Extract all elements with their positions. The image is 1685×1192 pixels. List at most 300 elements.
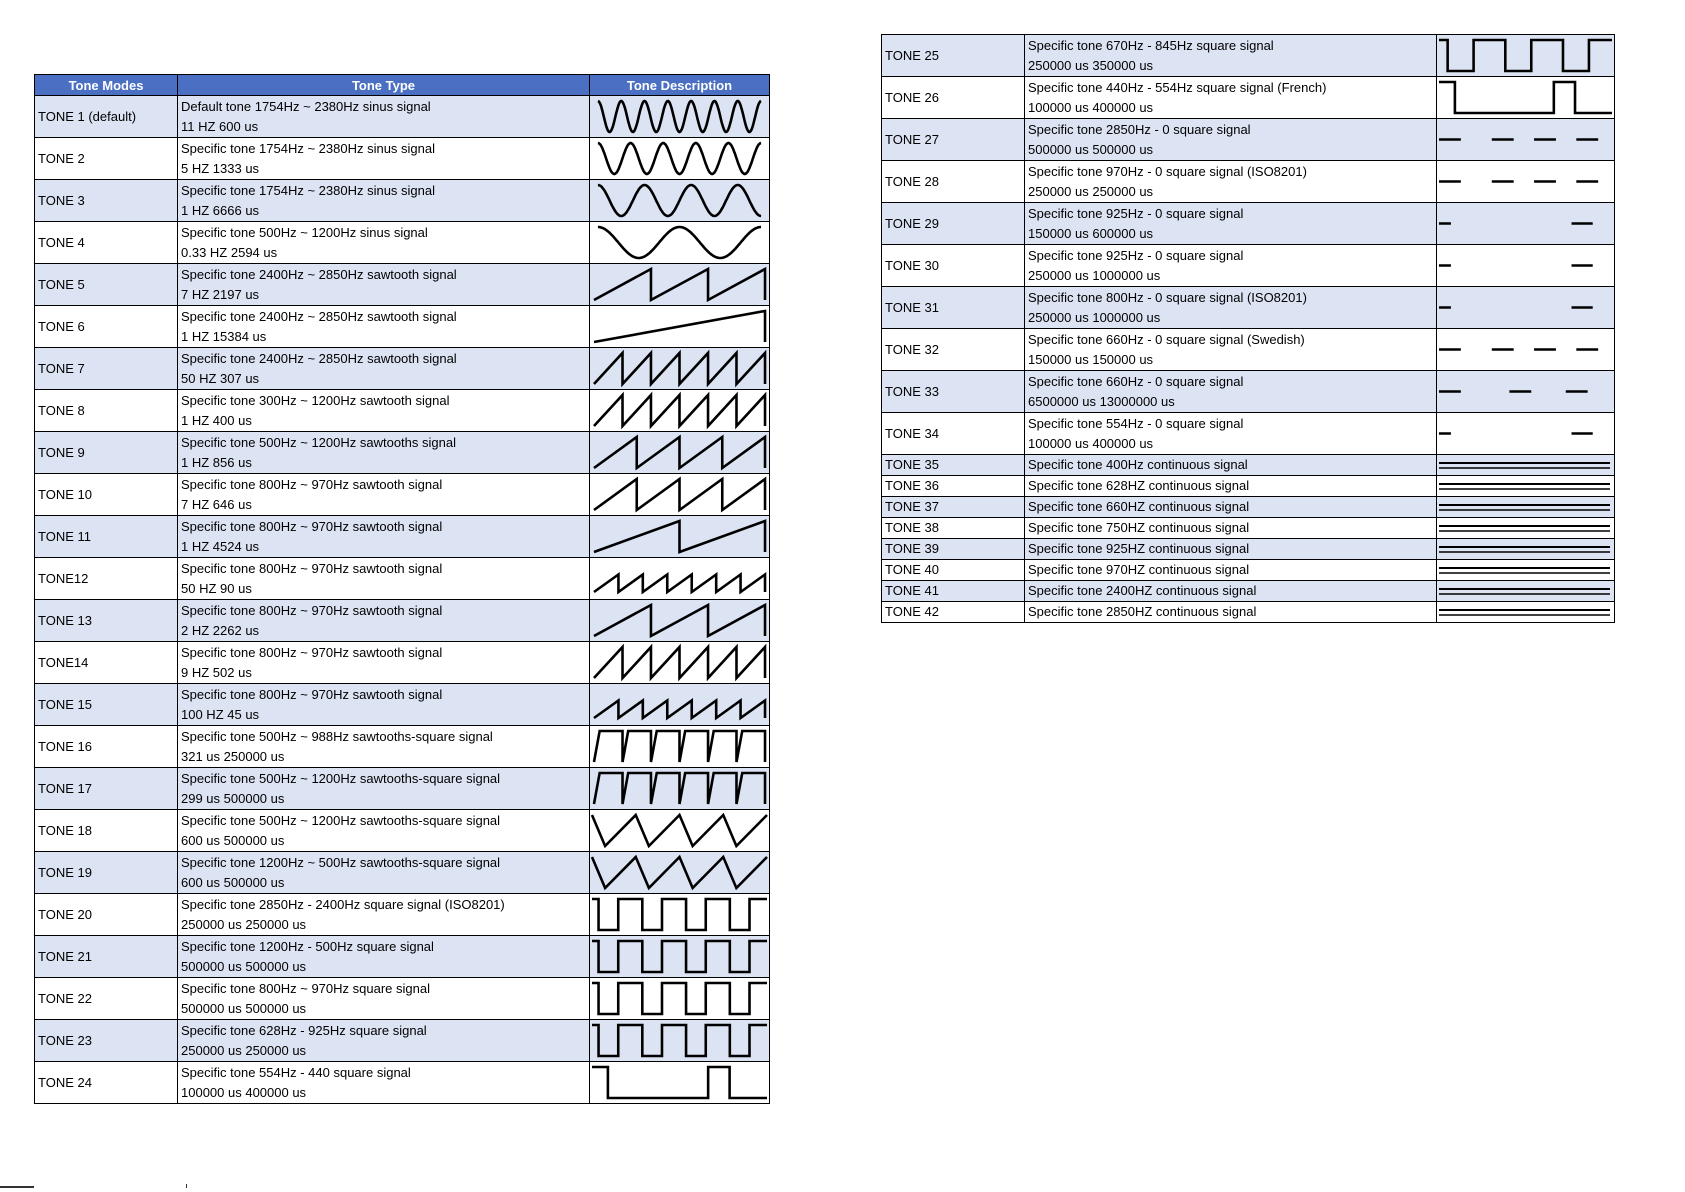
tone-type-line1: Specific tone 300Hz ~ 1200Hz sawtooth signal <box>181 392 450 408</box>
tone-mode-cell: TONE 25 <box>882 35 1025 77</box>
square-waveform-icon <box>1437 35 1614 76</box>
waveform-path <box>594 731 765 762</box>
tone-type-line1: Specific tone 500Hz ~ 1200Hz sawtooths-square signal <box>181 770 501 786</box>
tone-type-line2: 7 HZ 646 us <box>181 496 252 512</box>
dash-waveform-icon <box>1437 329 1614 370</box>
saw-waveform-icon <box>590 474 769 515</box>
saw-waveform-icon <box>590 348 769 389</box>
square-waveform-icon <box>590 1020 769 1061</box>
waveform-path <box>592 941 767 972</box>
tone-description-cell <box>1437 560 1615 581</box>
table-row <box>882 161 1615 203</box>
waveform-path <box>592 899 767 930</box>
table-row <box>35 978 770 1020</box>
tone-type-line1: Specific tone 750HZ continuous signal <box>1028 520 1250 535</box>
tone-type-cell <box>1025 455 1437 476</box>
tone-description-cell <box>590 852 770 894</box>
tone-type-line2: 1 HZ 856 us <box>181 454 252 470</box>
tone-type-cell <box>178 1020 590 1062</box>
tone-description-cell <box>590 684 770 726</box>
table-row <box>882 77 1615 119</box>
header-tone-modes: Tone Modes <box>35 75 178 96</box>
tone-type-line2: 1 HZ 15384 us <box>181 328 267 344</box>
waveform-path <box>594 311 765 342</box>
tone-type-line2: 100000 us 400000 us <box>1028 435 1154 451</box>
tone-type-cell <box>178 978 590 1020</box>
tone-type-line2: 50 HZ 307 us <box>181 370 260 386</box>
page-edge-tick <box>186 1184 187 1188</box>
tone-type-line2: 100 HZ 45 us <box>181 706 260 722</box>
tone-type-line1: Specific tone 440Hz - 554Hz square signal (French) <box>1028 79 1327 95</box>
tone-type-cell <box>1025 329 1437 371</box>
table-row <box>882 245 1615 287</box>
tone-type-line2: 250000 us 250000 us <box>1028 183 1154 199</box>
tone-type-line1: Specific tone 2400HZ continuous signal <box>1028 583 1257 598</box>
tone-description-cell <box>590 96 770 138</box>
line-waveform-icon <box>1437 455 1614 475</box>
tone-type-cell <box>178 264 590 306</box>
tone-description-cell <box>1437 497 1615 518</box>
tone-mode-cell: TONE 15 <box>35 684 178 726</box>
tone-type-line2: 299 us 500000 us <box>181 790 285 806</box>
table-row <box>882 539 1615 560</box>
tone-type-line2: 600 us 500000 us <box>181 874 285 890</box>
tone-type-cell <box>178 180 590 222</box>
waveform-path <box>1439 40 1612 71</box>
tone-description-cell <box>590 978 770 1020</box>
tone-type-line2: 600 us 500000 us <box>181 832 285 848</box>
tone-type-line1: Specific tone 660Hz - 0 square signal (Swedish) <box>1028 331 1305 347</box>
line-waveform-icon <box>1437 560 1614 580</box>
tone-mode-cell: TONE 28 <box>882 161 1025 203</box>
tone-type-line2: 0.33 HZ 2594 us <box>181 244 278 260</box>
tone-description-cell <box>1437 203 1615 245</box>
tone-type-line1: Specific tone 500Hz ~ 1200Hz sawtooths-square signal <box>181 812 501 828</box>
tone-type-line1: Specific tone 925Hz - 0 square signal <box>1028 247 1244 263</box>
tone-mode-cell: TONE 26 <box>882 77 1025 119</box>
tone-mode-cell: TONE 6 <box>35 306 178 348</box>
waveform-path <box>598 185 761 216</box>
tone-type-line2: 1 HZ 6666 us <box>181 202 260 218</box>
table-row <box>35 642 770 684</box>
tone-description-cell <box>1437 329 1615 371</box>
tone-description-cell <box>590 810 770 852</box>
tone-type-cell <box>1025 35 1437 77</box>
tone-description-cell <box>1437 413 1615 455</box>
tone-type-cell <box>178 810 590 852</box>
sine-waveform-icon <box>590 222 769 263</box>
table-row <box>882 287 1615 329</box>
tone-type-cell <box>178 390 590 432</box>
tone-description-cell <box>590 432 770 474</box>
tone-description-cell <box>590 768 770 810</box>
tone-mode-cell: TONE 33 <box>882 371 1025 413</box>
tone-type-line1: Specific tone 1754Hz ~ 2380Hz sinus signal <box>181 140 436 156</box>
table-row <box>882 497 1615 518</box>
tone-type-line1: Default tone 1754Hz ~ 2380Hz sinus signal <box>181 98 431 114</box>
tone-type-line1: Specific tone 970HZ continuous signal <box>1028 562 1250 577</box>
tone-type-cell <box>1025 539 1437 560</box>
tone-type-line1: Specific tone 660Hz - 0 square signal <box>1028 373 1244 389</box>
table-row <box>35 810 770 852</box>
tone-description-cell <box>590 474 770 516</box>
tone-description-cell <box>1437 455 1615 476</box>
table-row <box>882 329 1615 371</box>
tone-type-line1: Specific tone 660HZ continuous signal <box>1028 499 1250 514</box>
tone-mode-cell: TONE 20 <box>35 894 178 936</box>
tone-type-cell <box>178 138 590 180</box>
tone-type-cell <box>1025 161 1437 203</box>
waveform-path <box>594 701 765 719</box>
tone-type-cell <box>178 768 590 810</box>
tone-type-cell <box>178 936 590 978</box>
tone-type-cell <box>178 432 590 474</box>
tone-type-cell <box>178 558 590 600</box>
tone-description-cell <box>1437 518 1615 539</box>
saw-waveform-icon <box>590 264 769 305</box>
table-row <box>35 516 770 558</box>
tone-type-line1: Specific tone 2400Hz ~ 2850Hz sawtooth signal <box>181 350 457 366</box>
table-row <box>35 726 770 768</box>
header-row <box>35 75 770 96</box>
tone-description-cell <box>1437 161 1615 203</box>
tone-mode-cell: TONE 17 <box>35 768 178 810</box>
square-wide-waveform-icon <box>590 1062 769 1103</box>
tone-description-cell <box>1437 602 1615 623</box>
tone-type-line2: 1 HZ 4524 us <box>181 538 260 554</box>
tone-mode-cell: TONE 31 <box>882 287 1025 329</box>
dash-sparse-waveform-icon <box>1437 413 1614 454</box>
square-waveform-icon <box>590 978 769 1019</box>
tone-mode-cell: TONE 19 <box>35 852 178 894</box>
tone-type-line1: Specific tone 925Hz - 0 square signal <box>1028 205 1244 221</box>
tone-type-cell <box>178 348 590 390</box>
tone-type-line1: Specific tone 800Hz ~ 970Hz sawtooth signal <box>181 560 443 576</box>
tone-type-cell <box>178 852 590 894</box>
waveform-path <box>594 269 765 300</box>
line-waveform-icon <box>1437 539 1614 559</box>
tone-type-cell <box>1025 287 1437 329</box>
tone-description-cell <box>590 936 770 978</box>
waveform-path <box>594 437 765 468</box>
tone-type-line2: 2 HZ 2262 us <box>181 622 260 638</box>
line-waveform-icon <box>1437 518 1614 538</box>
tone-type-cell <box>1025 203 1437 245</box>
tone-description-cell <box>590 138 770 180</box>
tone-description-cell <box>590 264 770 306</box>
sawsq-waveform-icon <box>590 726 769 767</box>
tone-type-line2: 11 HZ 600 us <box>181 118 259 134</box>
tone-type-line2: 250000 us 1000000 us <box>1028 309 1161 325</box>
dash-sparse-waveform-icon <box>1437 203 1614 244</box>
table-row <box>35 180 770 222</box>
table-row <box>882 560 1615 581</box>
table-row <box>882 371 1615 413</box>
line-waveform-icon <box>1437 476 1614 496</box>
tone-mode-cell: TONE 1 (default) <box>35 96 178 138</box>
waveform-path <box>592 1067 767 1098</box>
tone-mode-cell: TONE12 <box>35 558 178 600</box>
tone-mode-cell: TONE 27 <box>882 119 1025 161</box>
waveform-path <box>594 647 765 678</box>
table-row <box>35 432 770 474</box>
line-waveform-icon <box>1437 497 1614 517</box>
tone-type-line1: Specific tone 554Hz - 440 square signal <box>181 1064 411 1080</box>
tone-description-cell <box>590 180 770 222</box>
tone-type-cell <box>1025 245 1437 287</box>
tone-type-line2: 5 HZ 1333 us <box>181 160 260 176</box>
waveform-path <box>594 395 765 426</box>
table-row <box>35 600 770 642</box>
tone-type-line2: 321 us 250000 us <box>181 748 285 764</box>
tone-mode-cell: TONE 10 <box>35 474 178 516</box>
table-row <box>882 518 1615 539</box>
tone-description-cell <box>1437 245 1615 287</box>
tone-description-cell <box>590 558 770 600</box>
tone-type-line1: Specific tone 628HZ continuous signal <box>1028 478 1250 493</box>
tone-mode-cell: TONE 38 <box>882 518 1025 539</box>
table-row <box>35 1062 770 1104</box>
tone-type-cell <box>1025 413 1437 455</box>
tone-type-cell <box>1025 560 1437 581</box>
sine-waveform-icon <box>590 180 769 221</box>
tone-type-cell <box>1025 497 1437 518</box>
tone-type-line2: 250000 us 1000000 us <box>1028 267 1161 283</box>
table-row <box>35 936 770 978</box>
tone-mode-cell: TONE 4 <box>35 222 178 264</box>
tone-description-cell <box>590 642 770 684</box>
tone-type-cell <box>178 684 590 726</box>
tone-type-cell <box>1025 518 1437 539</box>
tone-type-cell <box>1025 371 1437 413</box>
tone-type-line1: Specific tone 670Hz - 845Hz square signal <box>1028 37 1274 53</box>
table-row <box>882 602 1615 623</box>
tone-mode-cell: TONE 42 <box>882 602 1025 623</box>
tone-mode-cell: TONE 34 <box>882 413 1025 455</box>
tone-mode-cell: TONE 36 <box>882 476 1025 497</box>
tone-mode-cell: TONE 41 <box>882 581 1025 602</box>
tone-type-line1: Specific tone 2850Hz - 0 square signal <box>1028 121 1251 137</box>
table-row <box>35 894 770 936</box>
tone-description-cell <box>590 726 770 768</box>
table-row <box>35 684 770 726</box>
tone-type-cell <box>1025 119 1437 161</box>
tone-type-line2: 7 HZ 2197 us <box>181 286 260 302</box>
tone-mode-cell: TONE 22 <box>35 978 178 1020</box>
header-tone-description: Tone Description <box>590 75 770 96</box>
tone-mode-cell: TONE 7 <box>35 348 178 390</box>
tone-type-line2: 9 HZ 502 us <box>181 664 252 680</box>
tone-mode-cell: TONE 40 <box>882 560 1025 581</box>
tone-description-cell <box>590 1020 770 1062</box>
dash-waveform-icon <box>1437 161 1614 202</box>
tone-type-line1: Specific tone 800Hz ~ 970Hz sawtooth signal <box>181 476 443 492</box>
tone-description-cell <box>590 894 770 936</box>
tone-mode-cell: TONE 8 <box>35 390 178 432</box>
table-row <box>35 306 770 348</box>
tone-description-cell <box>1437 119 1615 161</box>
tone-description-cell <box>1437 476 1615 497</box>
waveform-path <box>594 521 765 552</box>
tone-mode-cell: TONE 5 <box>35 264 178 306</box>
tone-type-line2: 500000 us 500000 us <box>1028 141 1154 157</box>
page-edge-mark <box>0 1186 34 1188</box>
tone-type-cell <box>178 1062 590 1104</box>
tone-type-line2: 250000 us 250000 us <box>181 916 307 932</box>
tone-type-cell <box>178 96 590 138</box>
tone-type-cell <box>178 642 590 684</box>
tone-type-line2: 250000 us 250000 us <box>181 1042 307 1058</box>
tone-type-line2: 1 HZ 400 us <box>181 412 252 428</box>
waveform-path <box>592 983 767 1014</box>
tone-description-cell <box>590 1062 770 1104</box>
tone-type-cell <box>178 600 590 642</box>
tone-type-line1: Specific tone 2400Hz ~ 2850Hz sawtooth signal <box>181 266 457 282</box>
square-wide-waveform-icon <box>1437 77 1614 118</box>
tone-type-line1: Specific tone 2400Hz ~ 2850Hz sawtooth signal <box>181 308 457 324</box>
waveform-path <box>1439 82 1612 113</box>
tone-type-cell <box>178 894 590 936</box>
tone-type-line1: Specific tone 2850HZ continuous signal <box>1028 604 1257 619</box>
dash-sparse-waveform-icon <box>1437 245 1614 286</box>
dash-waveform-icon <box>1437 119 1614 160</box>
tone-description-cell <box>590 390 770 432</box>
tone-type-line1: Specific tone 500Hz ~ 1200Hz sinus signal <box>181 224 428 240</box>
tone-type-line2: 250000 us 350000 us <box>1028 57 1154 73</box>
waveform-path <box>594 605 765 636</box>
tone-type-line1: Specific tone 500Hz ~ 1200Hz sawtooths signal <box>181 434 456 450</box>
table-row <box>35 474 770 516</box>
tone-type-line1: Specific tone 800Hz - 0 square signal (ISO8201) <box>1028 289 1307 305</box>
tone-description-cell <box>1437 287 1615 329</box>
tone-type-line1: Specific tone 800Hz ~ 970Hz sawtooth signal <box>181 518 443 534</box>
dash-sparse-waveform-icon <box>1437 287 1614 328</box>
square-waveform-icon <box>590 936 769 977</box>
tone-description-cell <box>1437 539 1615 560</box>
table-row <box>35 222 770 264</box>
sawsq-rev-waveform-icon <box>590 810 769 851</box>
table-row <box>882 203 1615 245</box>
tone-type-cell <box>178 726 590 768</box>
waveform-path <box>594 479 765 510</box>
tone-type-line1: Specific tone 1754Hz ~ 2380Hz sinus signal <box>181 182 436 198</box>
tone-type-cell <box>1025 476 1437 497</box>
tone-mode-cell: TONE 13 <box>35 600 178 642</box>
tone-mode-cell: TONE 39 <box>882 539 1025 560</box>
tone-type-line1: Specific tone 925HZ continuous signal <box>1028 541 1250 556</box>
saw-waveform-icon <box>590 642 769 683</box>
tone-description-cell <box>590 222 770 264</box>
table-row <box>35 264 770 306</box>
saw-waveform-icon <box>590 390 769 431</box>
saw-waveform-icon <box>590 600 769 641</box>
tone-type-line1: Specific tone 554Hz - 0 square signal <box>1028 415 1244 431</box>
tone-type-line2: 100000 us 400000 us <box>1028 99 1154 115</box>
tone-mode-cell: TONE 32 <box>882 329 1025 371</box>
tone-mode-cell: TONE14 <box>35 642 178 684</box>
tone-mode-cell: TONE 2 <box>35 138 178 180</box>
tone-description-cell <box>1437 581 1615 602</box>
tone-type-line1: Specific tone 628Hz - 925Hz square signal <box>181 1022 427 1038</box>
tone-type-cell <box>1025 581 1437 602</box>
table-row <box>35 138 770 180</box>
tone-description-cell <box>1437 35 1615 77</box>
tone-type-line1: Specific tone 1200Hz - 500Hz square signal <box>181 938 434 954</box>
tone-type-line2: 150000 us 150000 us <box>1028 351 1154 367</box>
waveform-path <box>598 143 761 174</box>
table-row <box>35 852 770 894</box>
tone-type-cell <box>178 474 590 516</box>
tone-description-cell <box>1437 77 1615 119</box>
tone-mode-cell: TONE 11 <box>35 516 178 558</box>
tone-mode-cell: TONE 16 <box>35 726 178 768</box>
tone-mode-cell: TONE 21 <box>35 936 178 978</box>
tone-mode-cell: TONE 35 <box>882 455 1025 476</box>
tone-type-line1: Specific tone 800Hz ~ 970Hz sawtooth signal <box>181 686 443 702</box>
waveform-path <box>594 575 765 593</box>
tone-type-line2: 6500000 us 13000000 us <box>1028 393 1175 409</box>
tone-type-line1: Specific tone 800Hz ~ 970Hz sawtooth signal <box>181 602 443 618</box>
tone-description-cell <box>590 600 770 642</box>
line-waveform-icon <box>1437 581 1614 601</box>
waveform-path <box>594 353 765 384</box>
tone-type-line2: 150000 us 600000 us <box>1028 225 1154 241</box>
saw-long-waveform-icon <box>590 306 769 347</box>
tone-type-line1: Specific tone 500Hz ~ 988Hz sawtooths-square signal <box>181 728 493 744</box>
header-tone-type: Tone Type <box>178 75 590 96</box>
tone-mode-cell: TONE 37 <box>882 497 1025 518</box>
sine-waveform-icon <box>590 138 769 179</box>
table-row <box>35 768 770 810</box>
dash-waveform-icon <box>1437 371 1614 412</box>
table-row <box>882 476 1615 497</box>
sawsq-rev-waveform-icon <box>590 852 769 893</box>
line-waveform-icon <box>1437 602 1614 622</box>
tone-type-line1: Specific tone 1200Hz ~ 500Hz sawtooths-square signal <box>181 854 501 870</box>
saw-waveform-icon <box>590 432 769 473</box>
waveform-path <box>598 227 761 258</box>
sine-waveform-icon <box>590 96 769 137</box>
waveform-path <box>592 857 767 888</box>
tone-type-line1: Specific tone 800Hz ~ 970Hz square signal <box>181 980 430 996</box>
tone-mode-cell: TONE 18 <box>35 810 178 852</box>
table-row <box>35 96 770 138</box>
table-row <box>35 390 770 432</box>
tone-mode-cell: TONE 24 <box>35 1062 178 1104</box>
tone-mode-cell: TONE 30 <box>882 245 1025 287</box>
tone-type-line2: 500000 us 500000 us <box>181 958 307 974</box>
table-row <box>882 455 1615 476</box>
table-row <box>882 35 1615 77</box>
tone-description-cell <box>590 306 770 348</box>
tone-description-cell <box>590 348 770 390</box>
tone-type-line1: Specific tone 800Hz ~ 970Hz sawtooth signal <box>181 644 443 660</box>
saw-long-waveform-icon <box>590 516 769 557</box>
square-waveform-icon <box>590 894 769 935</box>
tone-description-cell <box>590 516 770 558</box>
tone-type-cell <box>1025 602 1437 623</box>
tone-mode-cell: TONE 23 <box>35 1020 178 1062</box>
tone-type-line1: Specific tone 2850Hz - 2400Hz square signal (ISO8201) <box>181 896 505 912</box>
tone-type-line1: Specific tone 970Hz - 0 square signal (ISO8201) <box>1028 163 1307 179</box>
waveform-path <box>598 101 761 132</box>
tone-mode-cell: TONE 9 <box>35 432 178 474</box>
tone-type-cell <box>1025 77 1437 119</box>
tone-type-line2: 100000 us 400000 us <box>181 1084 307 1100</box>
table-row <box>882 119 1615 161</box>
tone-type-cell <box>178 306 590 348</box>
tone-mode-cell: TONE 3 <box>35 180 178 222</box>
